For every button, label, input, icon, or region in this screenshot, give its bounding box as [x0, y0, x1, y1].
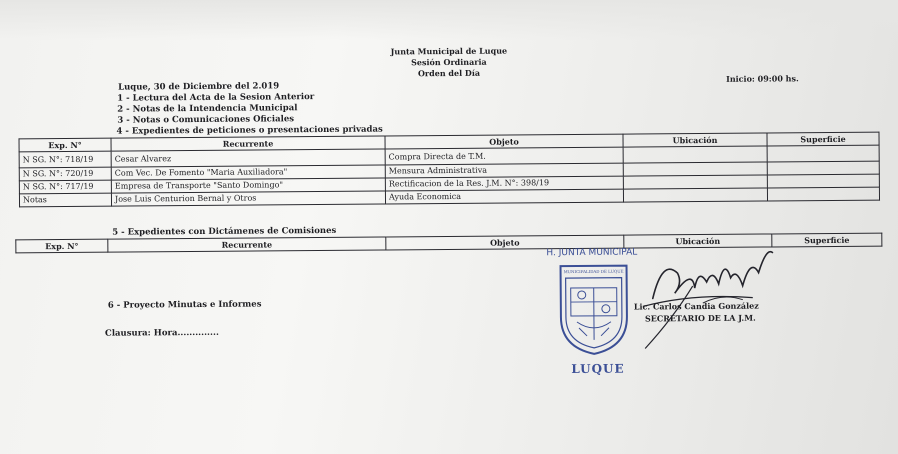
cell-superficie: [767, 187, 879, 201]
session-title: Sesión Ordinaria: [411, 56, 487, 68]
stamp-location: LUQUE: [571, 361, 625, 377]
cell-objeto: Rectificacion de la Res. J.M. N°: 398/19: [385, 176, 623, 191]
cell-exp: Notas: [19, 193, 111, 207]
col-exp: Exp. N°: [16, 239, 108, 253]
cell-objeto: Compra Directa de T.M.: [385, 147, 623, 165]
handwritten-signature: [632, 237, 783, 358]
col-superficie: Superficie: [767, 132, 879, 146]
cell-recurrente: Com Vec. De Fomento "Maria Auxiliadora": [111, 165, 385, 180]
cell-recurrente: Jose Luis Centurion Bernal y Otros: [111, 191, 385, 206]
stamp-header: H. JUNTA MUNICIPAL: [546, 247, 638, 259]
petitions-table: [19, 132, 881, 208]
col-objeto: Objeto: [385, 134, 623, 149]
col-exp: Exp. N°: [19, 138, 111, 152]
place-date: Luque, 30 de Diciembre del 2.019: [118, 81, 280, 93]
cell-ubicacion: [623, 175, 767, 189]
col-ubicacion: Ubicación: [623, 133, 767, 147]
cell-ubicacion: [623, 188, 767, 202]
institution-title: Junta Municipal de Luque: [390, 45, 508, 57]
agenda-item-6: 6 - Proyecto Minutas e Informes: [107, 299, 262, 311]
seal-text: MUNICIPALIDAD DE LUQUE: [563, 268, 624, 275]
agenda-item-2: 2 - Notas de la Intendencia Municipal: [117, 103, 298, 115]
cell-superficie: [767, 174, 879, 188]
agenda-item-1: 1 - Lectura del Acta de la Sesion Anterior: [117, 92, 315, 104]
cell-objeto: Ayuda Economica: [385, 189, 623, 204]
signer-name: Lic. Carlos Candia González: [633, 300, 759, 312]
cell-recurrente: Cesar Alvarez: [111, 149, 385, 167]
cell-objeto: Mensura Administrativa: [385, 163, 623, 178]
municipal-seal-icon: [556, 262, 631, 358]
col-superficie: Superficie: [772, 233, 882, 247]
agenda-item-3: 3 - Notas o Comunicaciones Oficiales: [117, 114, 295, 126]
cell-exp: N SG. N°: 717/19: [19, 180, 111, 194]
cell-exp: N SG. N°: 718/19: [19, 151, 111, 168]
cell-superficie: [767, 145, 879, 162]
cell-recurrente: Empresa de Transporte "Santo Domingo": [111, 178, 385, 193]
cell-superficie: [767, 161, 879, 175]
cell-ubicacion: [623, 146, 767, 163]
start-time: Inicio: 09:00 hs.: [726, 73, 799, 84]
cell-ubicacion: [623, 162, 767, 176]
col-ubicacion: Ubicación: [624, 234, 772, 248]
col-objeto: Objeto: [386, 235, 624, 250]
order-title: Orden del Día: [417, 67, 481, 79]
agenda-item-5: 5 - Expedientes con Dictámenes de Comisiones: [112, 225, 337, 238]
cell-exp: N SG. N°: 720/19: [19, 167, 111, 181]
col-recurrente: Recurrente: [108, 237, 386, 252]
agenda-item-4: 4 - Expedientes de peticiones o presentaciones privadas: [116, 124, 383, 137]
col-recurrente: Recurrente: [111, 136, 385, 151]
closing-time: Clausura: Hora..............: [105, 327, 219, 339]
signer-title: SECRETARIO DE LA J.M.: [644, 312, 756, 324]
